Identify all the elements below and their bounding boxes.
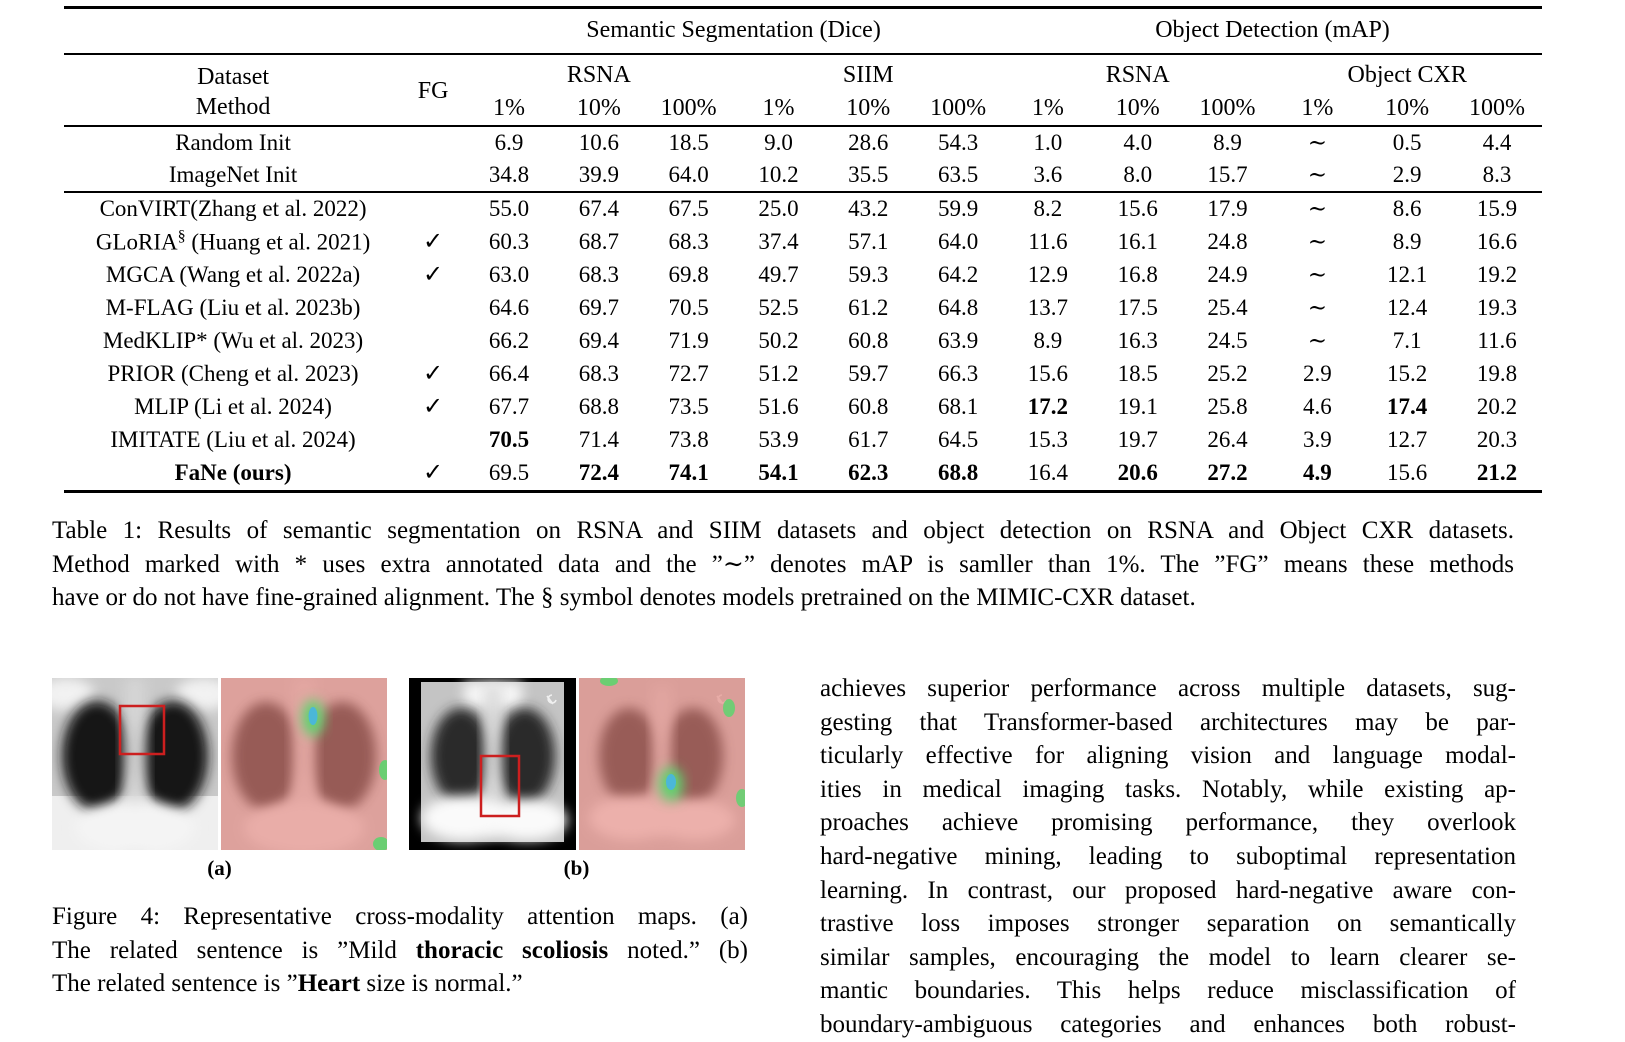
text-line: hard-negative mining, leading to suboptimal representation	[820, 842, 1516, 870]
value-cell: 68.8	[937, 460, 979, 486]
value-cell: 11.6	[1477, 328, 1517, 354]
value-cell: 69.8	[668, 262, 709, 288]
value-cell: 61.2	[848, 295, 889, 321]
value-cell: 68.1	[937, 394, 979, 420]
method-name: PRIOR (Cheng et al. 2023)	[107, 361, 359, 387]
value-cell: 17.2	[1027, 394, 1069, 420]
value-cell: 4.6	[1302, 394, 1332, 420]
value-cell: 43.2	[848, 196, 889, 222]
value-cell: 64.8	[937, 295, 979, 321]
pct-header: 1%	[493, 95, 526, 122]
value-cell: 20.3	[1476, 427, 1518, 453]
pct-header: 100%	[660, 95, 717, 122]
value-cell: 16.3	[1117, 328, 1158, 354]
text-line: ities in medical imaging tasks. Notably, while existing ap-	[820, 775, 1516, 803]
value-cell: 18.5	[1117, 361, 1158, 387]
fg-checkmark: ✓	[423, 459, 444, 486]
value-cell: 70.5	[488, 427, 530, 453]
value-cell: ∼	[1307, 196, 1327, 222]
value-cell: 26.4	[1207, 427, 1248, 453]
text-line: trastive loss imposes stronger separation on semantically	[820, 910, 1516, 938]
dataset-header-rsna-det: RSNA	[1105, 62, 1170, 89]
value-cell: 49.7	[758, 262, 799, 288]
group-header-spacer	[64, 8, 464, 55]
value-cell: 28.6	[848, 129, 889, 155]
xray-image-b	[409, 678, 576, 850]
value-cell: 4.9	[1302, 460, 1332, 486]
pct-header: 10%	[576, 95, 621, 122]
pct-header: 1%	[1301, 95, 1334, 122]
fg-checkmark	[402, 159, 464, 192]
fg-checkmark	[402, 424, 464, 457]
value-cell: 60.8	[848, 394, 889, 420]
value-cell: 24.8	[1207, 229, 1248, 255]
value-cell: 12.1	[1387, 262, 1428, 288]
value-cell: 16.8	[1117, 262, 1158, 288]
value-cell: 66.2	[488, 328, 530, 354]
value-cell: 11.6	[1028, 229, 1068, 255]
value-cell: 8.3	[1482, 161, 1512, 187]
table-row	[64, 159, 1542, 192]
value-cell: ∼	[1307, 295, 1327, 321]
text-line: have or do not have fine-grained alignment. The § symbol denotes models pretrained on the MIMIC-CXR dataset.	[52, 584, 1196, 611]
value-cell: 68.7	[578, 229, 619, 255]
value-cell: 72.7	[668, 361, 709, 387]
value-cell: ∼	[1307, 129, 1327, 155]
value-cell: 69.5	[488, 460, 530, 486]
group-header-detection: Object Detection (mAP)	[1003, 8, 1542, 55]
value-cell: 25.2	[1207, 361, 1248, 387]
table-caption	[52, 514, 1514, 615]
value-cell: 64.2	[937, 262, 979, 288]
pct-header: 10%	[1115, 95, 1160, 122]
value-cell: 62.3	[848, 460, 889, 486]
dataset-header-rsna-seg: RSNA	[566, 62, 631, 89]
results-table	[64, 6, 1542, 493]
value-cell: 7.1	[1392, 328, 1422, 354]
value-cell: ∼	[1307, 262, 1327, 288]
group-header-segmentation: Semantic Segmentation (Dice)	[464, 8, 1003, 55]
figure-4	[52, 678, 745, 850]
value-cell: 8.9	[1392, 229, 1422, 255]
value-cell: 59.7	[848, 361, 889, 387]
results-table-wrap	[64, 6, 1542, 493]
value-cell: 35.5	[848, 161, 889, 187]
value-cell: 12.9	[1027, 262, 1069, 288]
fg-checkmark	[402, 325, 464, 358]
value-cell: 20.6	[1117, 460, 1158, 486]
figure-caption	[52, 900, 748, 1001]
method-name: FaNe (ours)	[174, 460, 292, 486]
fg-column-header: FG	[417, 78, 449, 105]
fg-checkmark: ✓	[423, 228, 444, 255]
table-row	[64, 192, 1542, 226]
value-cell: 51.6	[758, 394, 799, 420]
text-line: Method marked with * uses extra annotated data and the ”∼” denotes mAP is samller than 1%. The ”FG” means these methods	[52, 550, 1514, 578]
value-cell: 25.0	[758, 196, 799, 222]
value-cell: 19.1	[1117, 394, 1158, 420]
value-cell: 2.9	[1392, 161, 1422, 187]
value-cell: 68.3	[668, 229, 709, 255]
pct-header: 1%	[762, 95, 795, 122]
pct-header: 1%	[1031, 95, 1064, 122]
value-cell: 64.6	[488, 295, 530, 321]
text-line: The related sentence is ”Heart size is normal.”	[52, 970, 523, 997]
value-cell: 4.4	[1482, 129, 1512, 155]
value-cell: 6.9	[494, 129, 524, 155]
text-line: boundary-ambiguous categories and enhances both robust-	[820, 1010, 1516, 1038]
text-line: learning. In contrast, our proposed hard-negative aware con-	[820, 876, 1516, 904]
value-cell: 20.2	[1476, 394, 1518, 420]
value-cell: 50.2	[758, 328, 799, 354]
fg-checkmark	[402, 126, 464, 159]
value-cell: 8.9	[1213, 129, 1242, 155]
value-cell: 15.7	[1207, 161, 1248, 187]
value-cell: 68.3	[578, 361, 619, 387]
baseline-rows	[64, 126, 1542, 192]
value-cell: 70.5	[668, 295, 709, 321]
text-line: Table 1: Results of semantic segmentation on RSNA and SIIM datasets and object detection on RSNA and Object CXR datasets.	[52, 517, 1514, 544]
pct-header: 100%	[930, 95, 987, 122]
text-line: The related sentence is ”Mild thoracic scoliosis noted.” (b)	[52, 936, 748, 964]
value-cell: 15.6	[1387, 460, 1428, 486]
value-cell: 0.5	[1392, 129, 1422, 155]
value-cell: 10.2	[758, 161, 799, 187]
method-name: MGCA (Wang et al. 2022a)	[105, 262, 361, 288]
value-cell: 63.5	[937, 161, 979, 187]
value-cell: 9.0	[764, 129, 793, 155]
dataset-header-siim: SIIM	[842, 62, 894, 89]
value-cell: 71.9	[668, 328, 709, 354]
value-cell: 21.2	[1476, 460, 1518, 486]
value-cell: 10.6	[578, 129, 619, 155]
value-cell: 3.6	[1033, 161, 1063, 187]
table-row	[64, 292, 1542, 325]
value-cell: 12.7	[1387, 427, 1428, 453]
figure-panel-a	[52, 678, 387, 850]
value-cell: 15.2	[1387, 361, 1428, 387]
fg-checkmark	[402, 192, 464, 226]
value-cell: 15.9	[1476, 196, 1518, 222]
pct-header: 10%	[1385, 95, 1430, 122]
value-cell: 27.2	[1207, 460, 1248, 486]
value-cell: 19.2	[1476, 262, 1518, 288]
panel-label-b: (b)	[563, 856, 590, 880]
value-cell: 63.9	[937, 328, 979, 354]
value-cell: 13.7	[1027, 295, 1069, 321]
table-row	[64, 226, 1542, 259]
value-cell: 66.4	[488, 361, 530, 387]
method-name: IMITATE (Liu et al. 2024)	[110, 427, 356, 453]
text-line: similar samples, encouraging the model to learn clearer se-	[820, 943, 1516, 971]
attention-map-b	[579, 678, 745, 850]
value-cell: 57.1	[848, 229, 889, 255]
method-name: GLoRIA§ (Huang et al. 2021)	[95, 228, 371, 256]
table-row	[64, 457, 1542, 492]
value-cell: 61.7	[848, 427, 889, 453]
value-cell: 8.0	[1123, 161, 1153, 187]
value-cell: 69.7	[578, 295, 619, 321]
corner-dataset-method	[64, 54, 402, 126]
value-cell: 19.3	[1476, 295, 1518, 321]
value-cell: 34.8	[488, 161, 530, 187]
attention-overlay	[221, 678, 387, 850]
method-name: ConVIRT(Zhang et al. 2022)	[99, 196, 367, 222]
value-cell: 1.0	[1033, 129, 1063, 155]
pct-header: 100%	[1469, 95, 1526, 122]
value-cell: 64.0	[668, 161, 709, 187]
value-cell: 54.3	[937, 129, 979, 155]
value-cell: 8.6	[1392, 196, 1422, 222]
value-cell: 16.4	[1027, 460, 1069, 486]
value-cell: 16.1	[1117, 229, 1158, 255]
value-cell: 19.8	[1476, 361, 1518, 387]
value-cell: 72.4	[578, 460, 619, 486]
pct-header: 100%	[1199, 95, 1256, 122]
method-name: MLIP (Li et al. 2024)	[134, 394, 332, 420]
value-cell: ∼	[1307, 161, 1327, 187]
value-cell: 66.3	[937, 361, 979, 387]
value-cell: 3.9	[1302, 427, 1332, 453]
method-rows	[64, 192, 1542, 492]
value-cell: 17.4	[1387, 394, 1428, 420]
value-cell: 59.9	[937, 196, 979, 222]
table-row	[64, 259, 1542, 292]
figure-panel-b	[409, 678, 745, 850]
value-cell: 2.9	[1302, 361, 1332, 387]
value-cell: 64.0	[937, 229, 979, 255]
value-cell: 69.4	[578, 328, 619, 354]
method-name: ImageNet Init	[168, 161, 298, 187]
value-cell: 73.8	[668, 427, 709, 453]
fg-checkmark: ✓	[423, 360, 444, 387]
value-cell: ∼	[1307, 328, 1327, 354]
table-row	[64, 391, 1542, 424]
text-line: achieves superior performance across multiple datasets, sug-	[820, 675, 1516, 702]
fg-checkmark	[402, 292, 464, 325]
dataset-header-objectcxr: Object CXR	[1347, 62, 1467, 89]
corner-method-label: Method	[195, 94, 271, 120]
value-cell: 15.6	[1027, 361, 1069, 387]
value-cell: 17.5	[1117, 295, 1158, 321]
value-cell: 51.2	[758, 361, 799, 387]
value-cell: 60.3	[488, 229, 530, 255]
value-cell: 25.8	[1207, 394, 1248, 420]
value-cell: 53.9	[758, 427, 799, 453]
table-row	[64, 424, 1542, 457]
value-cell: 74.1	[668, 460, 709, 486]
text-line: ticularly effective for aligning vision and language modal-	[820, 742, 1516, 770]
value-cell: 15.3	[1027, 427, 1069, 453]
value-cell: 71.4	[578, 427, 619, 453]
table-group-header-row	[64, 8, 1542, 55]
value-cell: 12.4	[1387, 295, 1428, 321]
pct-header: 10%	[846, 95, 891, 122]
value-cell: 24.5	[1207, 328, 1248, 354]
fg-checkmark: ✓	[423, 393, 444, 420]
text-line: mantic boundaries. This helps reduce misclassification of	[820, 977, 1516, 1005]
value-cell: 59.3	[848, 262, 889, 288]
value-cell: 63.0	[488, 262, 530, 288]
value-cell: 73.5	[668, 394, 709, 420]
text-line: Figure 4: Representative cross-modality attention maps. (a)	[52, 903, 748, 930]
table-row	[64, 126, 1542, 159]
value-cell: 18.5	[668, 129, 709, 155]
method-name: M-FLAG (Liu et al. 2023b)	[105, 295, 361, 321]
value-cell: 15.6	[1117, 196, 1158, 222]
value-cell: 68.3	[578, 262, 619, 288]
panel-label-a: (a)	[207, 856, 232, 880]
method-name: Random Init	[175, 129, 291, 155]
xray-image-a	[52, 678, 218, 850]
corner-dataset-label: Dataset	[197, 64, 270, 90]
attention-map-a	[221, 678, 387, 850]
value-cell: ∼	[1307, 229, 1327, 255]
value-cell: 60.8	[848, 328, 889, 354]
value-cell: 24.9	[1207, 262, 1248, 288]
value-cell: 4.0	[1123, 129, 1153, 155]
table-dataset-header-row	[64, 54, 1542, 93]
figure-panel-labels	[52, 856, 745, 881]
fg-checkmark: ✓	[423, 261, 444, 288]
value-cell: 67.4	[578, 196, 619, 222]
body-text-column	[820, 672, 1516, 1042]
text-line: proaches achieve promising performance, they overlook	[820, 809, 1516, 837]
value-cell: 67.5	[668, 196, 709, 222]
value-cell: 37.4	[758, 229, 799, 255]
value-cell: 17.9	[1207, 196, 1248, 222]
value-cell: 54.1	[758, 460, 799, 486]
value-cell: 67.7	[488, 394, 530, 420]
value-cell: 8.9	[1033, 328, 1063, 354]
value-cell: 64.5	[937, 427, 979, 453]
value-cell: 68.8	[578, 394, 619, 420]
value-cell: 16.6	[1476, 229, 1518, 255]
method-name: MedKLIP* (Wu et al. 2023)	[102, 328, 364, 354]
table-row	[64, 325, 1542, 358]
attention-overlay	[579, 678, 745, 850]
value-cell: 19.7	[1117, 427, 1158, 453]
value-cell: 52.5	[758, 295, 799, 321]
table-row	[64, 358, 1542, 391]
text-line: gesting that Transformer-based architectures may be par-	[820, 708, 1516, 736]
value-cell: 25.4	[1207, 295, 1248, 321]
value-cell: 55.0	[488, 196, 530, 222]
value-cell: 8.2	[1033, 196, 1063, 222]
value-cell: 39.9	[578, 161, 619, 187]
